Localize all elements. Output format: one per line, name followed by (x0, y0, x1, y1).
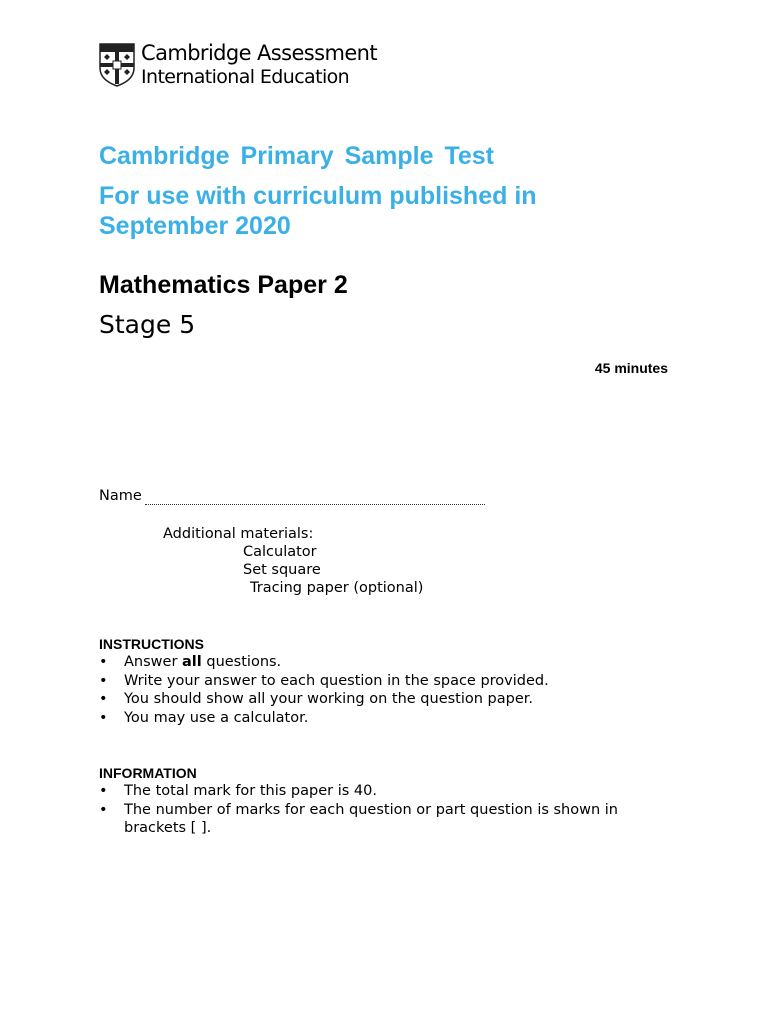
name-label: Name (99, 488, 142, 504)
bullet-icon: • (99, 783, 108, 799)
logo-line1: Cambridge Assessment (141, 41, 378, 65)
bullet-icon: • (99, 709, 108, 726)
list-item (99, 782, 659, 801)
instructions-list (99, 653, 549, 727)
logo-line2: International Education (141, 66, 350, 88)
list-item (99, 801, 659, 838)
paper-title: Mathematics Paper 2 (99, 271, 348, 299)
stage-label: Stage 5 (99, 310, 196, 339)
information-list (99, 782, 659, 838)
instruction-text: You may use a calculator. (124, 709, 309, 726)
instructions-heading: INSTRUCTIONS (99, 636, 204, 652)
bullet-icon: • (99, 672, 108, 689)
list-item (99, 653, 549, 672)
material-calculator: Calculator (243, 544, 317, 560)
instruction-text-before: Answer (124, 654, 183, 670)
curriculum-line1: For use with curriculum published in (99, 182, 537, 210)
information-heading: INFORMATION (99, 765, 197, 781)
bullet-icon: • (99, 801, 108, 818)
cambridge-crest-icon (99, 43, 135, 87)
instruction-text-after: questions. (201, 654, 282, 670)
instruction-emphasis: all (182, 654, 202, 670)
name-field[interactable] (145, 504, 485, 505)
list-item (99, 709, 549, 728)
bullet-icon: • (99, 654, 108, 670)
list-item (99, 672, 549, 691)
bullet-icon: • (99, 691, 108, 708)
curriculum-line2: September 2020 (99, 212, 291, 240)
list-item (99, 690, 549, 709)
cambridge-logo (99, 41, 378, 90)
duration-label: 45 minutes (594, 360, 668, 376)
test-title: Cambridge Primary Sample Test (99, 142, 495, 170)
material-set-square: Set square (243, 562, 321, 578)
information-text: The total mark for this paper is 40. (124, 783, 377, 799)
instruction-text: Write your answer to each question in the space provided. (124, 672, 549, 689)
instruction-text: You should show all your working on the question paper. (124, 691, 534, 708)
materials-heading: Additional materials: (163, 526, 314, 542)
information-text: The number of marks for each question or part question is shown in brackets [ ]. (124, 801, 618, 837)
material-tracing-paper: Tracing paper (optional) (250, 580, 424, 596)
